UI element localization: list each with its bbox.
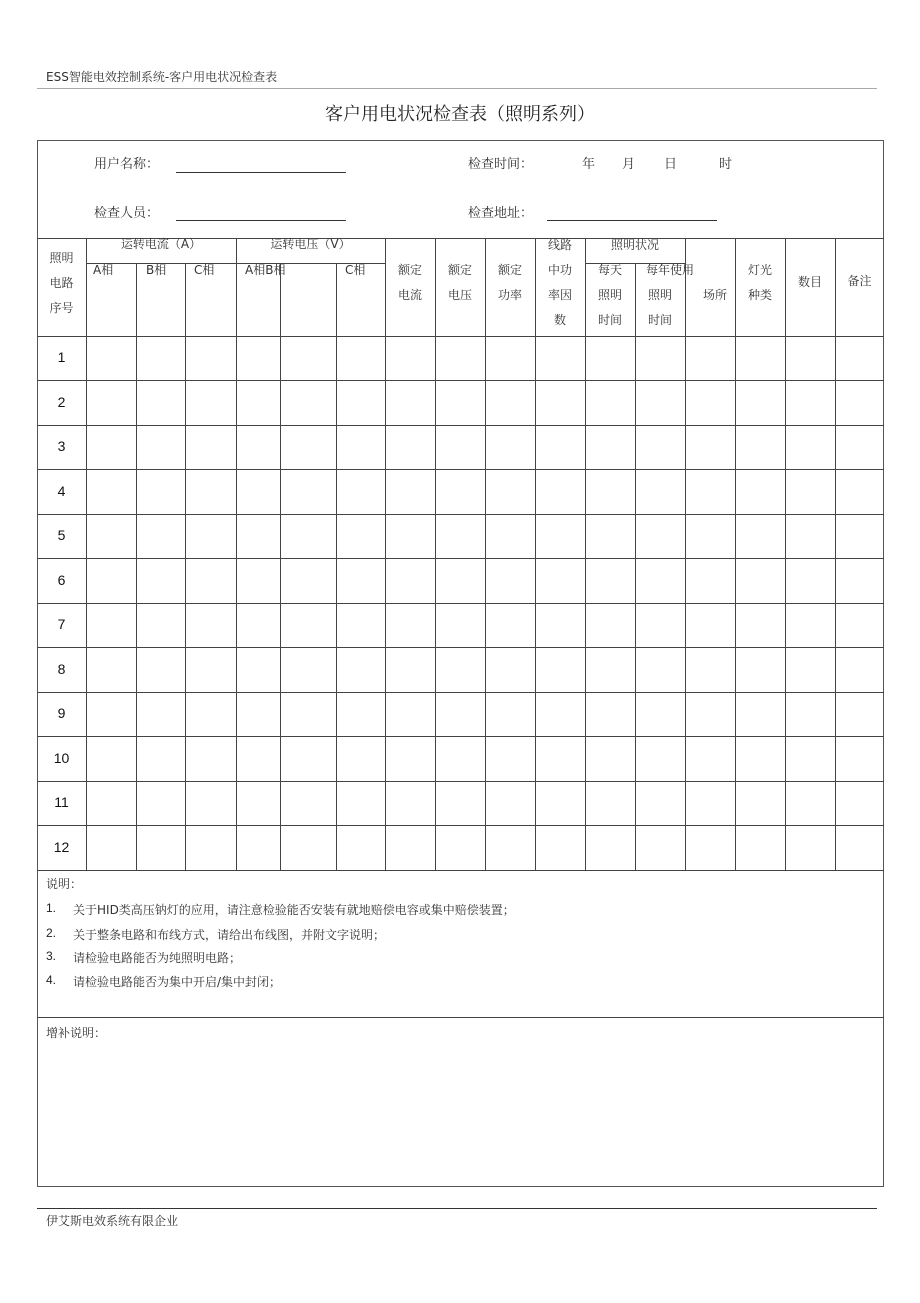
row-number: 10 xyxy=(53,750,70,766)
row-number: 7 xyxy=(57,616,66,632)
row-border xyxy=(37,514,884,515)
row-number: 6 xyxy=(57,572,66,588)
day-label: 日 xyxy=(664,157,678,172)
header-current-phase-c: C相 xyxy=(194,263,215,277)
header-lighting-status: 照明状况 xyxy=(610,238,659,252)
row-border xyxy=(37,336,884,337)
footer-divider xyxy=(37,1208,877,1209)
header-light-type-1: 灯光 xyxy=(747,263,772,277)
note-number: 2. xyxy=(46,926,57,940)
row-border xyxy=(37,558,884,559)
col-border xyxy=(86,238,87,870)
row-number: 12 xyxy=(53,839,70,855)
row-border xyxy=(37,781,884,782)
col-border xyxy=(785,238,786,870)
header-location: 场所 xyxy=(703,288,728,302)
row-border xyxy=(37,603,884,604)
month-label: 月 xyxy=(622,157,636,172)
year-label: 年 xyxy=(582,157,596,172)
header-rated-current-1: 额定 xyxy=(397,263,422,277)
col-border xyxy=(835,238,836,870)
row-border xyxy=(37,380,884,381)
row-number: 3 xyxy=(57,438,66,454)
header-circuit-no-2: 电路 xyxy=(49,276,74,290)
row-number: 9 xyxy=(57,705,66,721)
note-number: 4. xyxy=(46,973,57,987)
col-border xyxy=(136,263,137,870)
header-rated-voltage-1: 额定 xyxy=(447,263,472,277)
note-number: 1. xyxy=(46,901,57,915)
customer-name-field[interactable] xyxy=(176,172,346,173)
header-rated-voltage-2: 电压 xyxy=(447,288,472,302)
row-number: 1 xyxy=(57,349,66,365)
note-text: 关于HID类高压钠灯的应用，请注意检验能否安装有就地赔偿电容或集中赔偿装置； xyxy=(73,903,515,917)
header-yearly-hours-1: 每年使用 xyxy=(646,263,695,277)
col-border xyxy=(280,263,281,870)
notes-bottom-border xyxy=(37,1017,884,1018)
row-border xyxy=(37,425,884,426)
notes-title: 说明： xyxy=(46,877,83,891)
note-text: 请检验电路能否为纯照明电路； xyxy=(73,951,242,965)
col-border xyxy=(236,238,237,870)
page-header-divider xyxy=(37,88,877,89)
supplement-label: 增补说明： xyxy=(46,1026,107,1040)
supplement-area[interactable] xyxy=(38,1040,883,1185)
header-running-voltage: 运转电压（V） xyxy=(270,237,351,251)
header-power-factor-1: 线路 xyxy=(547,238,572,252)
col-border xyxy=(735,238,736,870)
header-voltage-phase-ab: A相B相 xyxy=(245,263,286,277)
header-circuit-no-1: 照明 xyxy=(49,251,74,265)
row-number: 8 xyxy=(57,661,66,677)
header-power-factor-4: 数 xyxy=(553,313,566,327)
note-number: 3. xyxy=(46,949,57,963)
note-text: 关于整条电路和布线方式，请给出布线图，并附文字说明； xyxy=(73,928,386,942)
row-border xyxy=(37,825,884,826)
col-border xyxy=(435,238,436,870)
header-circuit-no-3: 序号 xyxy=(49,301,74,315)
row-border xyxy=(37,692,884,693)
header-voltage-phase-c: C相 xyxy=(345,263,366,277)
header-running-current: 运转电流（A） xyxy=(120,237,202,251)
header-current-phase-b: B相 xyxy=(146,263,167,277)
inspector-field[interactable] xyxy=(176,220,346,221)
document-title: 客户用电状况检查表（照明系列） xyxy=(325,104,595,125)
col-border xyxy=(485,238,486,870)
row-number: 2 xyxy=(57,394,66,410)
inspection-address-label: 检查地址： xyxy=(468,206,534,221)
customer-name-label: 用户名称： xyxy=(94,157,160,172)
header-remarks: 备注 xyxy=(847,274,872,288)
table-bottom-border xyxy=(37,870,884,871)
row-number: 5 xyxy=(57,527,66,543)
col-border xyxy=(185,263,186,870)
row-number: 11 xyxy=(54,794,69,810)
inspection-time-label: 检查时间： xyxy=(468,157,534,172)
header-daily-hours-3: 时间 xyxy=(597,313,622,327)
header-quantity: 数目 xyxy=(797,275,822,289)
note-text: 请检验电路能否为集中开启/集中封闭； xyxy=(73,975,282,989)
header-yearly-hours-3: 时间 xyxy=(647,313,672,327)
header-rated-power-1: 额定 xyxy=(497,263,522,277)
footer-company: 伊艾斯电效系统有限企业 xyxy=(46,1214,179,1228)
col-border xyxy=(385,238,386,870)
row-border xyxy=(37,647,884,648)
row-number: 4 xyxy=(57,483,66,499)
header-daily-hours-2: 照明 xyxy=(597,288,622,302)
col-border xyxy=(336,263,337,870)
header-rated-power-2: 功率 xyxy=(497,288,522,302)
col-border xyxy=(685,238,686,870)
inspector-label: 检查人员： xyxy=(94,206,160,221)
row-border xyxy=(37,736,884,737)
hour-label: 时 xyxy=(719,157,733,172)
header-yearly-hours-2: 照明 xyxy=(647,288,672,302)
header-power-factor-2: 中功 xyxy=(547,263,572,277)
row-border xyxy=(37,469,884,470)
col-border xyxy=(635,263,636,870)
header-power-factor-3: 率因 xyxy=(547,288,572,302)
header-rated-current-2: 电流 xyxy=(397,288,422,302)
inspection-address-field[interactable] xyxy=(547,220,717,221)
header-current-phase-a: A相 xyxy=(93,263,114,277)
page-header-text: ESS智能电效控制系统-客户用电状况检查表 xyxy=(46,70,278,84)
header-daily-hours-1: 每天 xyxy=(597,263,622,277)
header-light-type-2: 种类 xyxy=(747,288,772,302)
